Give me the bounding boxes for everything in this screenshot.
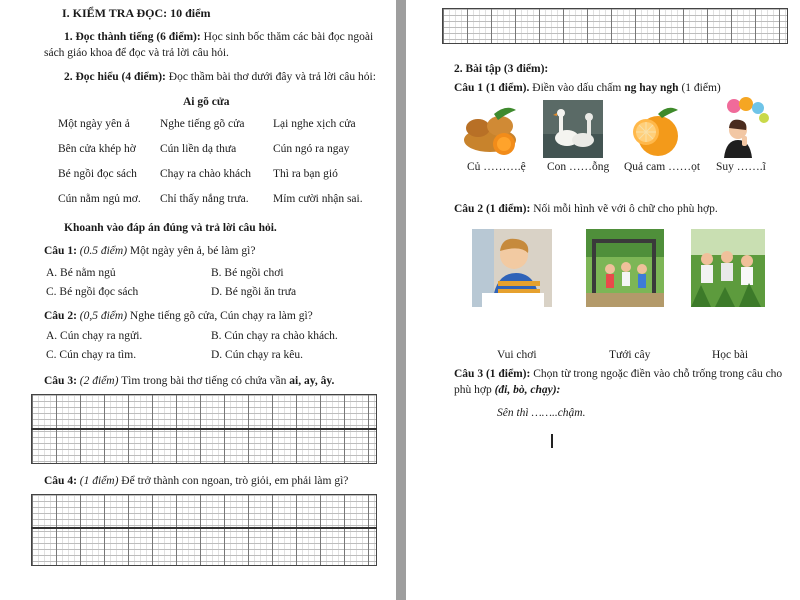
poem-title: Ai gõ cửa: [183, 96, 230, 108]
exercise-2: [454, 202, 718, 216]
child-studying-image: [472, 229, 552, 307]
poem-line: Chạy ra chào khách: [160, 168, 252, 180]
poem-line: Nghe tiếng gõ cửa: [160, 118, 245, 130]
c1-word-3: Quả cam ……ọt: [624, 161, 701, 173]
exercise-1: [454, 81, 721, 95]
q3-rhymes: ai, ay, ây.: [289, 375, 335, 387]
poem-line: Thì ra bạn gió: [273, 168, 338, 180]
reading-aloud-text: Học sinh bốc thăm các bài đọc ngoài sách giáo khoa để đọc và trả lời câu hỏi.: [44, 31, 374, 59]
q4-points: (1 điểm): [79, 475, 119, 487]
c2-text: Nối mỗi hình vẽ với ô chữ cho phù hợp.: [533, 203, 718, 215]
reading-comprehension-label: 2. Đọc hiểu (4 điểm):: [64, 71, 166, 83]
c3-label: Câu 3 (1 điểm):: [454, 368, 531, 380]
c2-label: Câu 2 (1 điểm):: [454, 203, 531, 215]
children-playing-image: [586, 229, 664, 307]
c1-label: Câu 1 (1 điểm).: [454, 82, 530, 94]
q1-label: Câu 1:: [44, 245, 77, 257]
reading-aloud-paragraph: [44, 29, 374, 61]
c3-choices: (đi, bò, chạy):: [494, 384, 561, 396]
instruction: Khoanh vào đáp án đúng và trả lời câu hỏi.: [64, 222, 277, 234]
q3-points: (2 điểm): [79, 375, 119, 387]
poem-line: Một ngày yên ả: [58, 118, 130, 130]
poem-line: Cún ngó ra ngay: [273, 143, 350, 155]
q2-option-c[interactable]: C. Cún chạy ra tìm.: [46, 349, 137, 361]
q3-text: Tìm trong bài thơ tiếng có chứa vần: [121, 375, 287, 387]
c2-word-study[interactable]: Học bài: [712, 349, 749, 361]
text-cursor: [551, 434, 553, 448]
poem-line: Cún liền dạ thưa: [160, 143, 237, 155]
c3-text: Chọn từ trong ngoặc điền vào chỗ trống trong câu cho phù hợp: [454, 368, 783, 396]
q3-label: Câu 3:: [44, 375, 77, 387]
q3-grid-divider: [31, 428, 377, 430]
q2-option-b[interactable]: B. Cún chạy ra chào khách.: [211, 330, 338, 342]
poem-line: Cún nằm ngủ mơ.: [58, 193, 141, 205]
q4-label: Câu 4:: [44, 475, 77, 487]
question-1: [44, 244, 255, 258]
c1-word-2: Con ……ỗng: [547, 161, 610, 173]
thinking-person-image: [716, 96, 772, 158]
section-title: I. KIỂM TRA ĐỌC: 10 điểm: [62, 6, 211, 20]
exercise-3: [454, 366, 790, 398]
top-writing-grid[interactable]: [442, 8, 788, 44]
c2-word-play[interactable]: Vui chơi: [497, 349, 537, 361]
reading-aloud-label: 1. Đọc thành tiếng (6 điểm):: [64, 31, 201, 43]
reading-comprehension-text: Đọc thầm bài thơ dưới đây và trả lời câu hỏi:: [168, 71, 376, 83]
page-divider: [396, 0, 406, 600]
q1-option-a[interactable]: A. Bé nằm ngủ: [46, 267, 116, 279]
q2-option-d[interactable]: D. Cún chạy ra kêu.: [211, 349, 303, 361]
q2-text: Nghe tiếng gõ cửa, Cún chạy ra làm gì?: [129, 310, 313, 322]
q2-option-a[interactable]: A. Cún chạy ra ngửi.: [46, 330, 143, 342]
poem-line: Chỉ thấy nắng trưa.: [160, 193, 249, 205]
geese-image: [543, 100, 603, 158]
orange-image: [628, 102, 684, 158]
q4-grid-divider: [31, 527, 377, 529]
c1-word-4: Suy …….ĩ: [716, 161, 766, 173]
question-3: [44, 374, 334, 388]
right-page: [406, 0, 800, 600]
q4-text: Để trở thành con ngoan, trò giỏi, em phải làm gì?: [121, 475, 349, 487]
q1-option-c[interactable]: C. Bé ngồi đọc sách: [46, 286, 139, 298]
question-2: [44, 309, 313, 323]
c1-text: Điền vào dấu chấm: [532, 82, 622, 94]
c3-sentence[interactable]: Sên thì ……..chậm.: [497, 407, 586, 419]
q1-points: (0.5 điểm): [79, 245, 128, 257]
poem-line: Lại nghe xịch cửa: [273, 118, 356, 130]
q1-option-b[interactable]: B. Bé ngồi chơi: [211, 267, 284, 279]
c1-text-bold: ng hay ngh: [624, 82, 679, 94]
turmeric-image: [460, 100, 522, 160]
poem-line: Mỉm cười nhận sai.: [273, 193, 363, 205]
poem-line: Bé ngồi đọc sách: [58, 168, 137, 180]
c1-word-1: Củ ……….ệ: [467, 161, 526, 173]
reading-comprehension-line: [64, 70, 376, 84]
exercise-section-title: 2. Bài tập (3 điểm):: [454, 63, 549, 75]
c1-points: (1 điểm): [681, 82, 721, 94]
left-page: [0, 0, 396, 600]
poem-line: Bên cửa khép hờ: [58, 143, 136, 155]
q2-label: Câu 2:: [44, 310, 77, 322]
c2-word-water[interactable]: Tưới cây: [609, 349, 651, 361]
q2-points: (0,5 điểm): [79, 310, 128, 322]
question-4: [44, 474, 348, 488]
q1-option-d[interactable]: D. Bé ngồi ăn trưa: [211, 286, 297, 298]
q1-text: Một ngày yên ả, bé làm gì?: [129, 245, 256, 257]
children-watering-image: [691, 229, 765, 307]
q4-writing-grid[interactable]: [31, 494, 377, 566]
